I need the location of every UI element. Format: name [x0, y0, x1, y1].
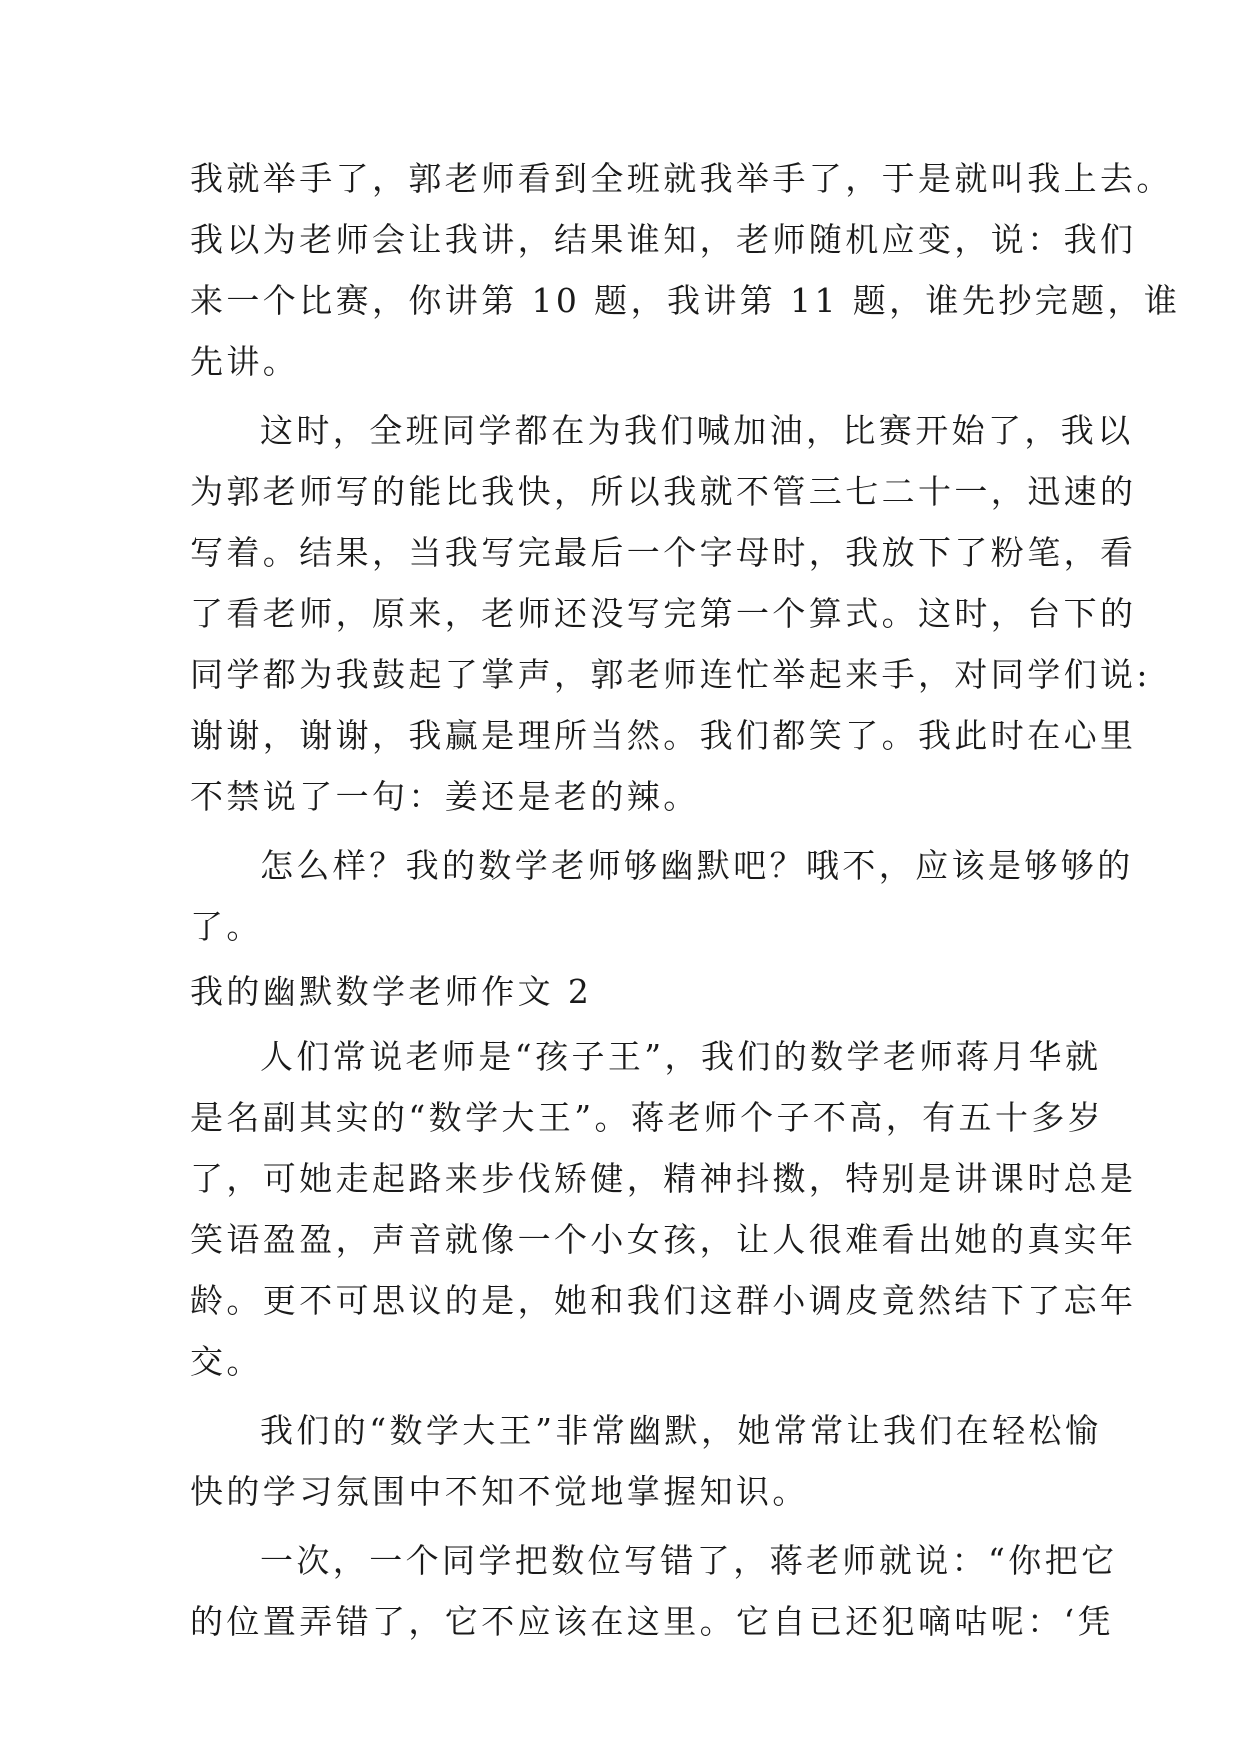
text-line: 为郭老师写的能比我快，所以我就不管三七二十一，迅速的 — [190, 472, 1137, 511]
text-line: 是名副其实的“数学大王”。蒋老师个子不高，有五十多岁 — [190, 1098, 1105, 1137]
text-line: 了。 — [190, 907, 263, 946]
text-line: 了看老师，原来，老师还没写完第一个算式。这时，台下的 — [190, 594, 1137, 633]
text-line: 来一个比赛，你讲第 10 题，我讲第 11 题，谁先抄完题，谁 — [190, 281, 1181, 320]
section-title: 我的幽默数学老师作文 2 — [190, 972, 593, 1011]
paragraph-start-line: 怎么样？我的数学老师够幽默吧？哦不，应该是够够的 — [260, 846, 1134, 885]
text-line: 先讲。 — [190, 342, 300, 381]
text-line: 不禁说了一句：姜还是老的辣。 — [190, 777, 700, 816]
text-line: 了，可她走起路来步伐矫健，精神抖擞，特别是讲课时总是 — [190, 1159, 1137, 1198]
text-line: 笑语盈盈，声音就像一个小女孩，让人很难看出她的真实年 — [190, 1220, 1137, 1259]
text-line: 谢谢，谢谢，我赢是理所当然。我们都笑了。我此时在心里 — [190, 716, 1137, 755]
text-line: 同学都为我鼓起了掌声，郭老师连忙举起来手，对同学们说: — [190, 655, 1151, 694]
text-line: 我以为老师会让我讲，结果谁知，老师随机应变，说：我们 — [190, 220, 1137, 259]
text-line: 我就举手了，郭老师看到全班就我举手了，于是就叫我上去。 — [190, 159, 1173, 198]
text-line: 的位置弄错了，它不应该在这里。它自已还犯嘀咕呢：‘凭 — [190, 1602, 1114, 1641]
text-line: 写着。结果，当我写完最后一个字母时，我放下了粉笔，看 — [190, 533, 1137, 572]
paragraph-start-line: 我们的“数学大王”非常幽默，她常常让我们在轻松愉 — [260, 1411, 1102, 1450]
text-line: 交。 — [190, 1342, 263, 1381]
paragraph-start-line: 这时，全班同学都在为我们喊加油，比赛开始了，我以 — [260, 411, 1134, 450]
text-line: 龄。更不可思议的是，她和我们这群小调皮竟然结下了忘年 — [190, 1281, 1137, 1320]
text-line: 快的学习氛围中不知不觉地掌握知识。 — [190, 1472, 809, 1511]
paragraph-start-line: 人们常说老师是“孩子王”，我们的数学老师蒋月华就 — [260, 1037, 1102, 1076]
paragraph-start-line: 一次，一个同学把数位写错了，蒋老师就说：“你把它 — [260, 1541, 1118, 1580]
article-body — [190, 148, 1181, 1652]
